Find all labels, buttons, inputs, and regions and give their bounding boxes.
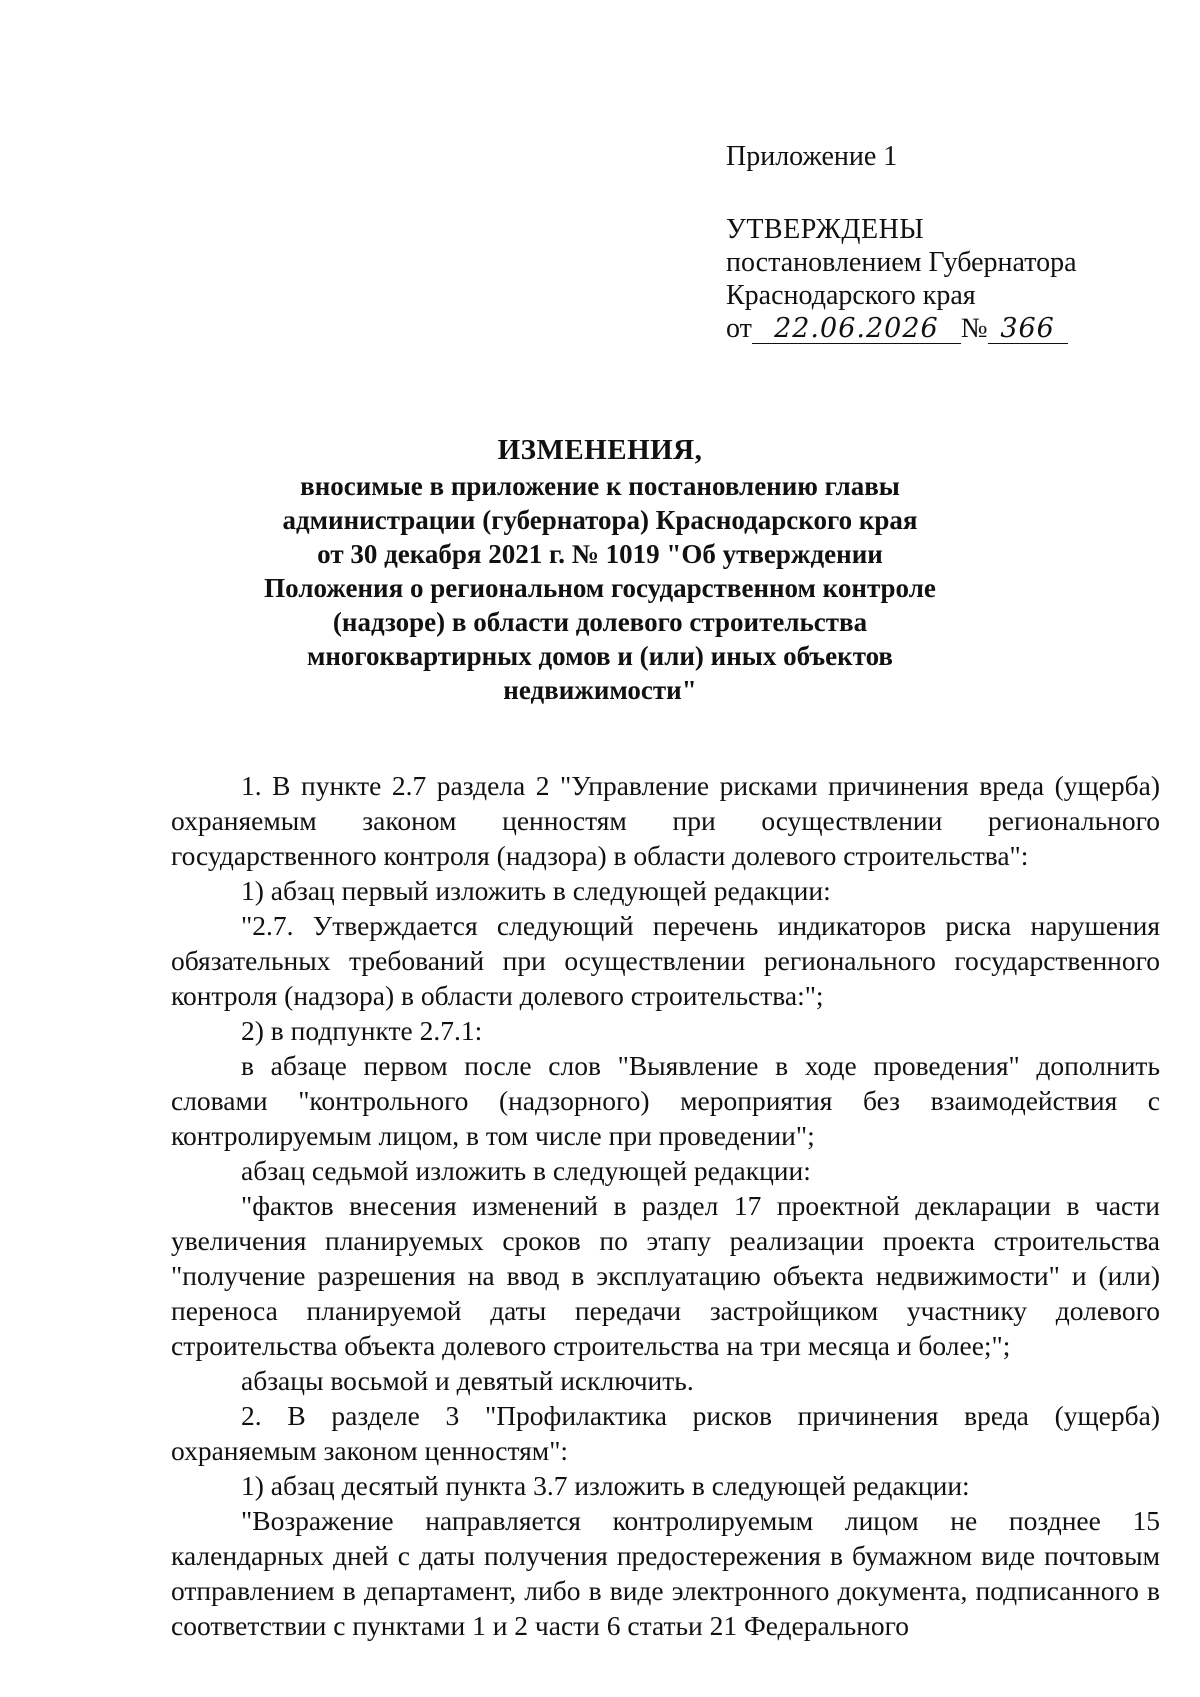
document-heading: [240, 433, 960, 707]
date-prefix: от: [726, 313, 752, 344]
document-body: [171, 768, 1160, 1643]
paragraph: абзацы восьмой и девятый исключить.: [241, 1365, 694, 1396]
paragraph: в абзаце первом после слов "Выявление в ходе проведения" дополнить словами "контрольного (надзорного) мероприятия без взаимодействия с контролируемым лицом, в том числе при проведении";: [171, 1050, 1160, 1151]
heading-line: недвижимости": [503, 675, 697, 705]
paragraph: "Возражение направляется контролируемым лицом не позднее 15 календарных дней с даты получения предостережения в бумажном виде почтовым отправлением в департамент, либо в виде электронного документа, подписанного в соответствии с пунктами 1 и 2 части 6 статьи 21 Федерального: [171, 1505, 1160, 1641]
paragraph: 1. В пункте 2.7 раздела 2 "Управление рисками причинения вреда (ущерба) охраняемым законом ценностям при осуществлении регионального государственного контроля (надзора) в области долевого строительства":: [171, 770, 1160, 871]
heading-line: многоквартирных домов и (или) иных объектов: [306, 641, 894, 671]
approved-label: УТВЕРЖДЕНЫ: [726, 214, 925, 245]
date-number-line: [726, 312, 1146, 345]
number-prefix: №: [960, 313, 988, 344]
paragraph: 2. В разделе 3 "Профилактика рисков причинения вреда (ущерба) охраняемым законом ценностям":: [171, 1400, 1160, 1466]
heading-line: вносимые в приложение к постановлению главы: [300, 471, 900, 501]
paragraph: "фактов внесения изменений в раздел 17 проектной декларации в части увеличения планируемых сроков по этапу реализации проекта строительства "получение разрешения на ввод в эксплуатацию объекта недвижимости" и (или) переноса планируемой даты передачи застройщиком участнику долевого строительства объекта долевого строительства на три месяца и более;";: [171, 1190, 1160, 1361]
approval-block: [726, 140, 1146, 345]
heading-line: от 30 декабря 2021 г. № 1019 "Об утверждении: [317, 539, 883, 569]
paragraph: абзац седьмой изложить в следующей редакции:: [241, 1155, 811, 1186]
handwritten-number: 366: [988, 315, 1068, 344]
heading-line: администрации (губернатора) Краснодарского края: [282, 505, 918, 535]
paragraph: 1) абзац первый изложить в следующей редакции:: [241, 875, 831, 906]
paragraph: 2) в подпункте 2.7.1:: [241, 1015, 483, 1046]
paragraph: 1) абзац десятый пункта 3.7 изложить в следующей редакции:: [241, 1470, 970, 1501]
heading-line: (надзоре) в области долевого строительства: [332, 607, 868, 637]
heading-line: Положения о региональном государственном контроле: [264, 573, 936, 603]
heading-title: ИЗМЕНЕНИЯ,: [497, 434, 703, 466]
paragraph: "2.7. Утверждается следующий перечень индикаторов риска нарушения обязательных требований при осуществлении регионального государственного контроля (надзора) в области долевого строительства:";: [171, 910, 1160, 1011]
approved-by-line-2: Краснодарского края: [726, 280, 976, 311]
approved-by-line-1: постановлением Губернатора: [726, 247, 1077, 278]
handwritten-date: 22.06.2026: [752, 315, 961, 344]
appendix-label: Приложение 1: [726, 141, 898, 172]
